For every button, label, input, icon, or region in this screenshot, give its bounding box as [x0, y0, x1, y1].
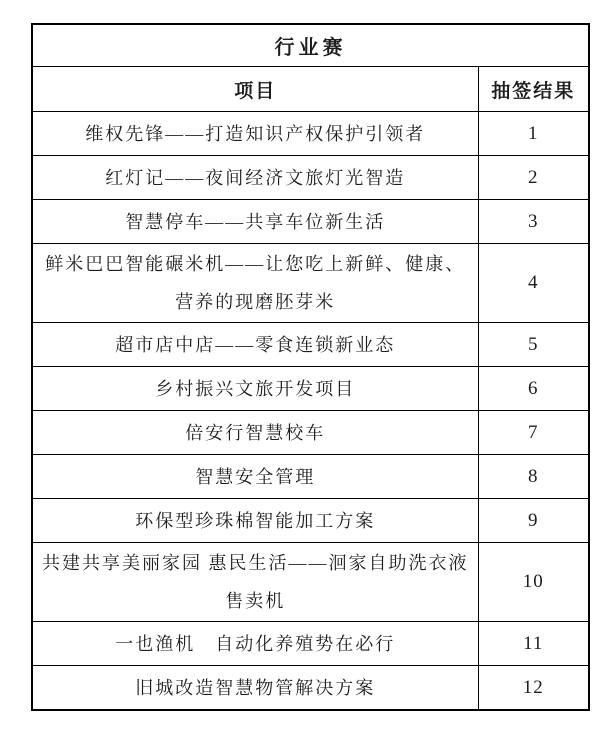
industry-competition-table	[31, 23, 590, 711]
result-cell: 7	[478, 411, 589, 455]
table-row	[32, 455, 589, 499]
result-cell: 3	[478, 200, 589, 244]
table-row	[32, 200, 589, 244]
result-cell: 9	[478, 499, 589, 543]
project-cell: 共建共享美丽家园 惠民生活——洄家自助洗衣液售卖机	[32, 543, 478, 622]
result-cell: 11	[478, 622, 589, 666]
project-cell: 鲜米巴巴智能碾米机——让您吃上新鲜、健康、营养的现磨胚芽米	[32, 244, 478, 323]
table-row	[32, 622, 589, 666]
table-row	[32, 367, 589, 411]
column-header-row	[32, 67, 589, 112]
project-cell: 超市店中店——零食连锁新业态	[32, 323, 478, 367]
project-cell: 乡村振兴文旅开发项目	[32, 367, 478, 411]
project-cell: 旧城改造智慧物管解决方案	[32, 666, 478, 711]
project-cell: 维权先锋——打造知识产权保护引领者	[32, 112, 478, 156]
table-row	[32, 499, 589, 543]
result-cell: 8	[478, 455, 589, 499]
result-cell: 2	[478, 156, 589, 200]
table-row	[32, 244, 589, 323]
result-cell: 12	[478, 666, 589, 711]
table-title-row	[32, 24, 589, 67]
project-cell: 智慧安全管理	[32, 455, 478, 499]
table-row	[32, 156, 589, 200]
project-cell: 一也渔机 自动化养殖势在必行	[32, 622, 478, 666]
result-cell: 4	[478, 244, 589, 323]
result-cell: 10	[478, 543, 589, 622]
table-row	[32, 112, 589, 156]
project-cell: 红灯记——夜间经济文旅灯光智造	[32, 156, 478, 200]
table-row	[32, 543, 589, 622]
table-title: 行业赛	[32, 24, 589, 67]
result-cell: 1	[478, 112, 589, 156]
project-cell: 智慧停车——共享车位新生活	[32, 200, 478, 244]
table-row	[32, 323, 589, 367]
project-cell: 倍安行智慧校车	[32, 411, 478, 455]
project-cell: 环保型珍珠棉智能加工方案	[32, 499, 478, 543]
result-cell: 6	[478, 367, 589, 411]
draw-results-table-container	[31, 23, 590, 711]
table-row	[32, 411, 589, 455]
column-header-result: 抽签结果	[478, 67, 589, 112]
table-row	[32, 666, 589, 711]
column-header-project: 项目	[32, 67, 478, 112]
result-cell: 5	[478, 323, 589, 367]
